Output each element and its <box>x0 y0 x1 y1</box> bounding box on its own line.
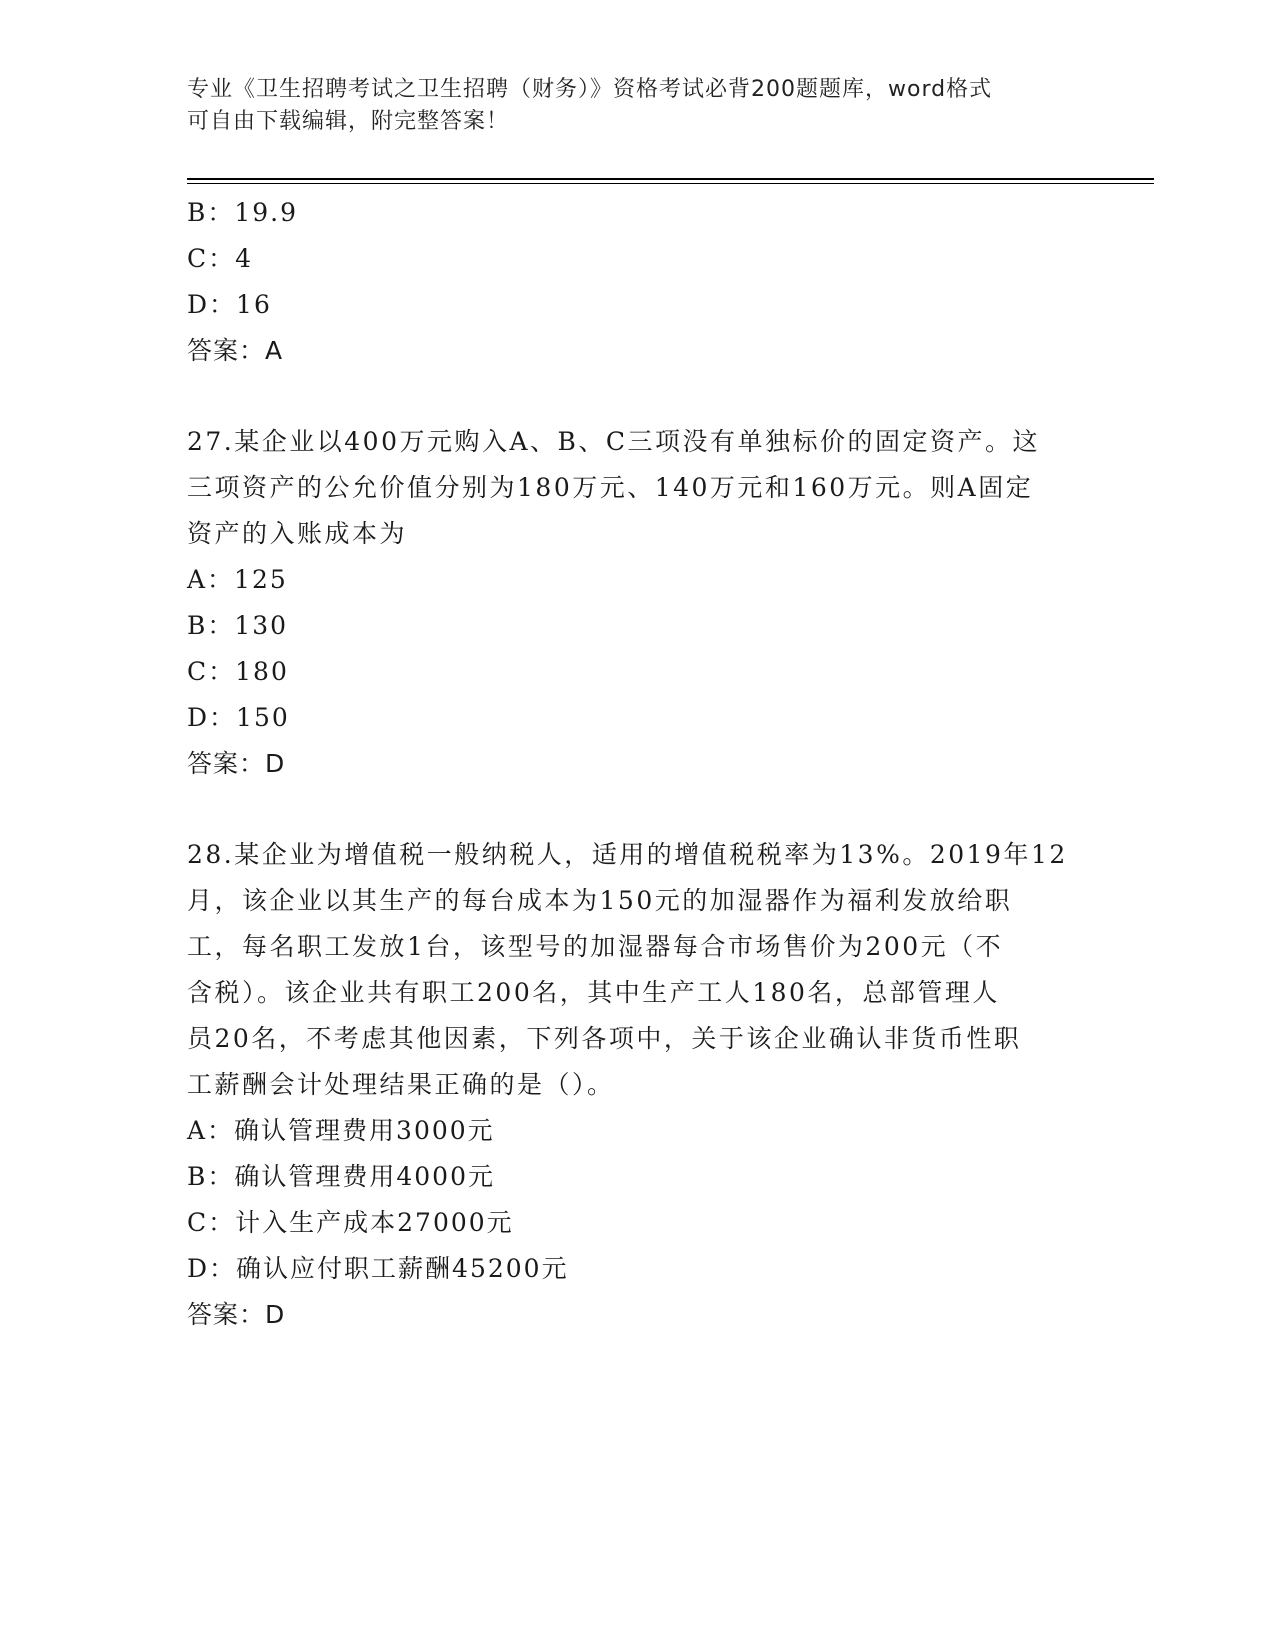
question-text <box>187 419 1087 557</box>
option-c: C：计入生产成本27000元 <box>187 1208 514 1237</box>
option-a: A：125 <box>187 565 288 594</box>
option-b: B：19.9 <box>187 198 299 227</box>
question-28 <box>187 832 1087 1338</box>
question-text-line: 资产的入账成本为 <box>187 519 408 548</box>
answer-line: 答案：D <box>187 749 286 778</box>
header-line-1: 专业《卫生招聘考试之卫生招聘（财务）》资格考试必背200题题库，word格式 <box>187 77 993 102</box>
document-header <box>187 74 1087 138</box>
option-d: D：150 <box>187 703 290 732</box>
question-text-line: 员20名，不考虑其他因素，下列各项中，关于该企业确认非货币性职 <box>187 1024 1022 1053</box>
option-b: B：130 <box>187 611 289 640</box>
question-27 <box>187 419 1087 787</box>
question-text-line: 28.某企业为增值税一般纳税人，适用的增值税税率为13%。2019年12 <box>187 840 1068 869</box>
header-rule-thick <box>187 178 1154 180</box>
answer-line: 答案：A <box>187 336 284 365</box>
document-body <box>187 190 1087 1338</box>
header-rule-thin <box>187 183 1154 184</box>
question-text-line: 工，每名职工发放1台，该型号的加湿器每合市场售价为200元（不 <box>187 932 1004 961</box>
option-c: C：4 <box>187 244 254 273</box>
option-b: B：确认管理费用4000元 <box>187 1162 495 1191</box>
answer-line: 答案：D <box>187 1300 286 1329</box>
question-text-line: 月，该企业以其生产的每台成本为150元的加湿器作为福利发放给职 <box>187 886 1013 915</box>
question-text-line: 27.某企业以400万元购入A、B、C三项没有单独标价的固定资产。这 <box>187 427 1041 456</box>
option-d: D：16 <box>187 290 272 319</box>
option-c: C：180 <box>187 657 289 686</box>
option-a: A：确认管理费用3000元 <box>187 1116 495 1145</box>
question-text-line: 工薪酬会计处理结果正确的是（）。 <box>187 1070 615 1099</box>
header-line-2: 可自由下载编辑，附完整答案！ <box>187 109 510 134</box>
prev-question-block <box>187 190 1087 374</box>
option-d: D：确认应付职工薪酬45200元 <box>187 1254 569 1283</box>
question-text-line: 含税）。该企业共有职工200名，其中生产工人180名，总部管理人 <box>187 978 1000 1007</box>
question-text-line: 三项资产的公允价值分别为180万元、140万元和160万元。则A固定 <box>187 473 1034 502</box>
question-text <box>187 832 1087 1108</box>
